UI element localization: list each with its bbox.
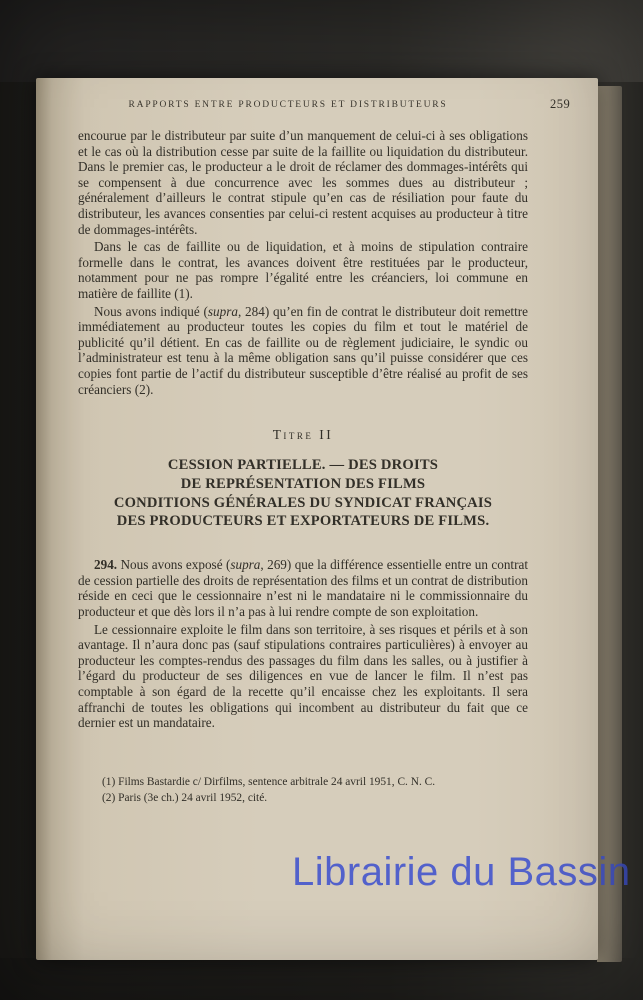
bookseller-watermark: Librairie du Bassin xyxy=(292,850,631,894)
paragraph-supra-284 xyxy=(78,304,528,398)
paragraph-faillite: Dans le cas de faillite ou de liquidation, et à moins de stipulation contraire formelle dans le contrat, les avances doivent être restituées par le producteur, notamment pour ne pas rompre l’égalité entre les créanciers, loi commune en matière de faillite (1). xyxy=(78,239,528,301)
paragraph-number: 294. xyxy=(94,557,118,573)
paragraph-cessionnaire: Le cessionnaire exploite le film dans son territoire, à ses risques et périls et à son avantage. Il n’aura donc pas (sauf stipulations contraires particulières) à envoyer au producteur les comptes-rendus des passages du film dans les salles, ou à justifier à l’égard du producteur de ses diligences en vue de lancer le film. Il n’est pas comptable à son égard de la recette qu’il encaisse chez les exploitants. Il sera affranchi de toutes les obligations qui incombent au distributeur du fait que ce dernier est un mandataire. xyxy=(78,621,528,731)
book-page xyxy=(36,78,598,960)
paragraph-294 xyxy=(78,557,528,619)
photo-background-top xyxy=(0,0,643,82)
paragraph-text: , 269) que la différence essentielle entre un contrat de cession partielle des droits de représentation des films et un contrat de distribution réside en ceci que le cessionnaire n’est ni le mandataire ni le commissionnaire du producteur et que dès lors il n’a pas à lui rendre compte de son exploitation. xyxy=(78,557,529,620)
paragraph-text: , 284) qu’en fin de contrat le distributeur doit remettre immédiatement au producteur toutes les copies du film et tout le matériel de publicité qu’il détient. En cas de faillite ou de règlement judiciaire, le syndic ou l’administrateur est tenu à la même obligation sans qu’il puisse considérer que ces copies font partie de l’actif du distributeur susceptible d’être réalisé au profit de ses créanciers (2). xyxy=(78,303,529,397)
text-column xyxy=(78,128,528,808)
page-number: 259 xyxy=(550,97,571,111)
book-page-edges xyxy=(597,86,622,962)
section-kicker: Titre II xyxy=(272,427,334,443)
paragraph-italic-supra: supra xyxy=(230,557,261,573)
paragraph-continuation: encourue par le distributeur par suite d’un manquement de celui-ci à ses obligations et le cas où la distribution cesse par suite de la faillite ou liquidation du distributeur. Dans le premier cas, le producteur a le droit de réclamer des dommages-intérêts qui se compensent à due concurrence avec les sommes dues au distributeur ; généralement d’ailleurs le contrat stipule qu’en cas de résiliation pour faute du distributeur, les avances consenties par celui-ci restent acquises au producteur à titre de dommages-intérêts. xyxy=(78,128,528,237)
section-title-line: DE REPRÉSENTATION DES FILMS xyxy=(180,475,426,492)
footnotes xyxy=(78,775,528,806)
section-title-line: CESSION PARTIELLE. — DES DROITS xyxy=(167,457,439,474)
footnote-1: (1) Films Bastardie c/ Dirfilms, sentence arbitrale 24 avril 1951, C. N. C. xyxy=(102,775,436,788)
paragraph-text: Nous avons indiqué ( xyxy=(94,303,208,319)
section-title xyxy=(78,456,528,531)
section-title-line: DES PRODUCTEURS ET EXPORTATEURS DE FILMS. xyxy=(116,513,490,530)
running-title: RAPPORTS ENTRE PRODUCTEURS ET DISTRIBUTEURS xyxy=(128,100,448,110)
footnote-2: (2) Paris (3e ch.) 24 avril 1952, cité. xyxy=(102,792,268,805)
photo-background-bottom xyxy=(0,958,643,1000)
paragraph-italic-supra: supra xyxy=(207,303,238,319)
section-title-line: CONDITIONS GÉNÉRALES DU SYNDICAT FRANÇAIS xyxy=(113,494,493,511)
paragraph-text: Nous avons exposé ( xyxy=(117,557,231,573)
